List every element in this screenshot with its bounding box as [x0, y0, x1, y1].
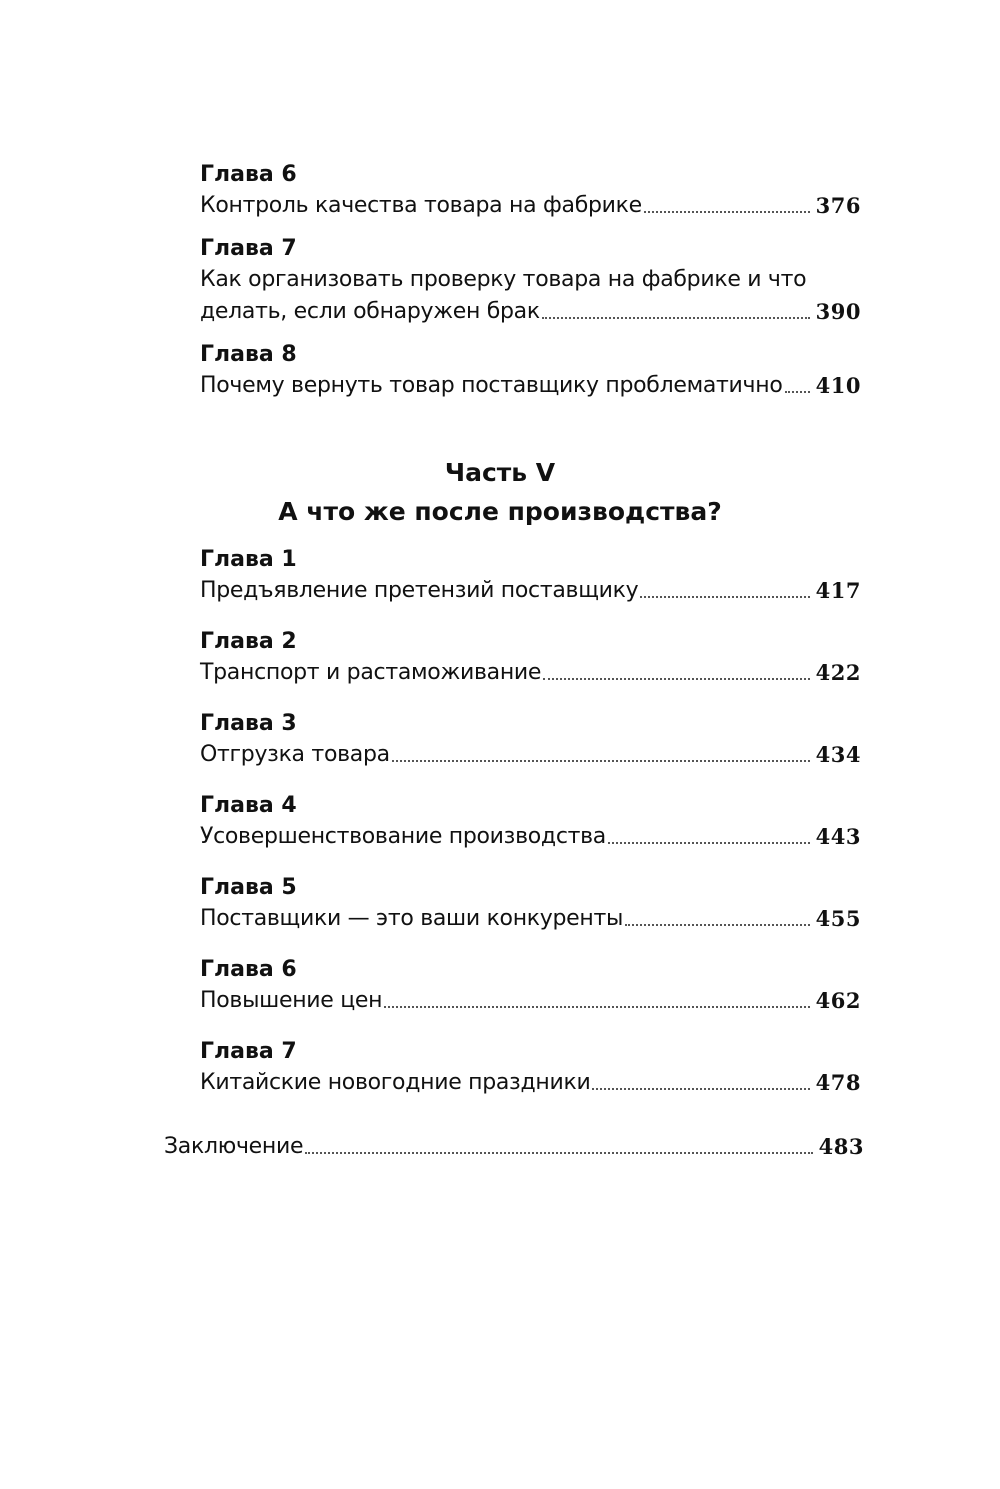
entry-title-line-2: делать, если обнаружен брак	[200, 299, 540, 324]
chapter-label: Глава 7	[200, 1039, 297, 1064]
toc-chapter-6	[200, 955, 861, 1017]
toc-entry[interactable]	[200, 739, 861, 771]
chapter-label: Глава 3	[200, 711, 297, 736]
toc-entry[interactable]	[200, 821, 861, 853]
toc-section-part-5	[200, 545, 861, 1099]
chapter-label: Глава 6	[200, 957, 297, 982]
toc-chapter-1	[200, 545, 861, 607]
toc-entry[interactable]	[200, 296, 861, 328]
page-number: 434	[815, 742, 861, 767]
entry-title: Контроль качества товара на фабрике	[200, 193, 642, 218]
entry-title: Предъявление претензий поставщику	[200, 578, 639, 603]
toc-entry[interactable]	[200, 903, 861, 935]
page-number: 483	[818, 1134, 864, 1159]
toc-chapter-5	[200, 873, 861, 935]
entry-title: Транспорт и растаможивание	[200, 660, 542, 685]
dot-leader	[543, 677, 810, 680]
toc-chapter-7	[200, 1037, 861, 1099]
toc-entry[interactable]	[200, 657, 861, 689]
toc-entry[interactable]	[200, 985, 861, 1017]
chapter-label: Глава 8	[200, 342, 297, 367]
dot-leader	[644, 210, 810, 213]
toc-chapter-7-previous	[200, 234, 861, 328]
chapter-label: Глава 7	[200, 236, 297, 261]
toc-conclusion	[164, 1131, 864, 1163]
entry-title: Китайские новогодние праздники	[200, 1070, 591, 1095]
entry-title: Отгрузка товара	[200, 742, 390, 767]
dot-leader	[785, 390, 810, 393]
dot-leader	[392, 759, 810, 762]
chapter-label: Глава 2	[200, 629, 297, 654]
dot-leader	[384, 1005, 809, 1008]
toc-chapter-6-previous	[200, 160, 861, 222]
toc-chapter-2	[200, 627, 861, 689]
dot-leader	[305, 1151, 812, 1154]
page-number: 455	[815, 906, 861, 931]
page-number: 410	[815, 373, 861, 398]
dot-leader	[625, 923, 810, 926]
entry-title-line-1[interactable]: Как организовать проверку товара на фабрике и что	[200, 267, 807, 292]
part-number-heading: Часть V	[444, 458, 556, 487]
part-title-heading: А что же после производства?	[278, 497, 722, 526]
toc-chapter-3	[200, 709, 861, 771]
chapter-label: Глава 6	[200, 162, 297, 187]
entry-title: Повышение цен	[200, 988, 383, 1013]
toc-entry[interactable]	[200, 575, 861, 607]
entry-title: Усовершенствование производства	[200, 824, 606, 849]
toc-entry[interactable]	[200, 190, 861, 222]
toc-entry-conclusion[interactable]	[164, 1131, 864, 1163]
dot-leader	[640, 595, 809, 598]
entry-title: Почему вернуть товар поставщику проблематично	[200, 373, 783, 398]
toc-entry[interactable]	[200, 370, 861, 402]
page-number: 443	[815, 824, 861, 849]
dot-leader	[608, 841, 810, 844]
page-number: 462	[815, 988, 861, 1013]
page-number: 417	[815, 578, 861, 603]
toc-chapter-8-previous	[200, 340, 861, 402]
page-number: 376	[815, 193, 861, 218]
page-number: 422	[815, 660, 861, 685]
conclusion-title: Заключение	[164, 1134, 304, 1159]
chapter-label: Глава 5	[200, 875, 297, 900]
chapter-label: Глава 1	[200, 547, 297, 572]
page-number: 390	[815, 299, 861, 324]
page-number: 478	[815, 1070, 861, 1095]
toc-section-previous-part	[200, 160, 861, 402]
chapter-label: Глава 4	[200, 793, 297, 818]
dot-leader	[542, 316, 810, 319]
entry-title: Поставщики — это ваши конкуренты	[200, 906, 624, 931]
dot-leader	[592, 1087, 809, 1090]
toc-chapter-4	[200, 791, 861, 853]
toc-entry[interactable]	[200, 1067, 861, 1099]
